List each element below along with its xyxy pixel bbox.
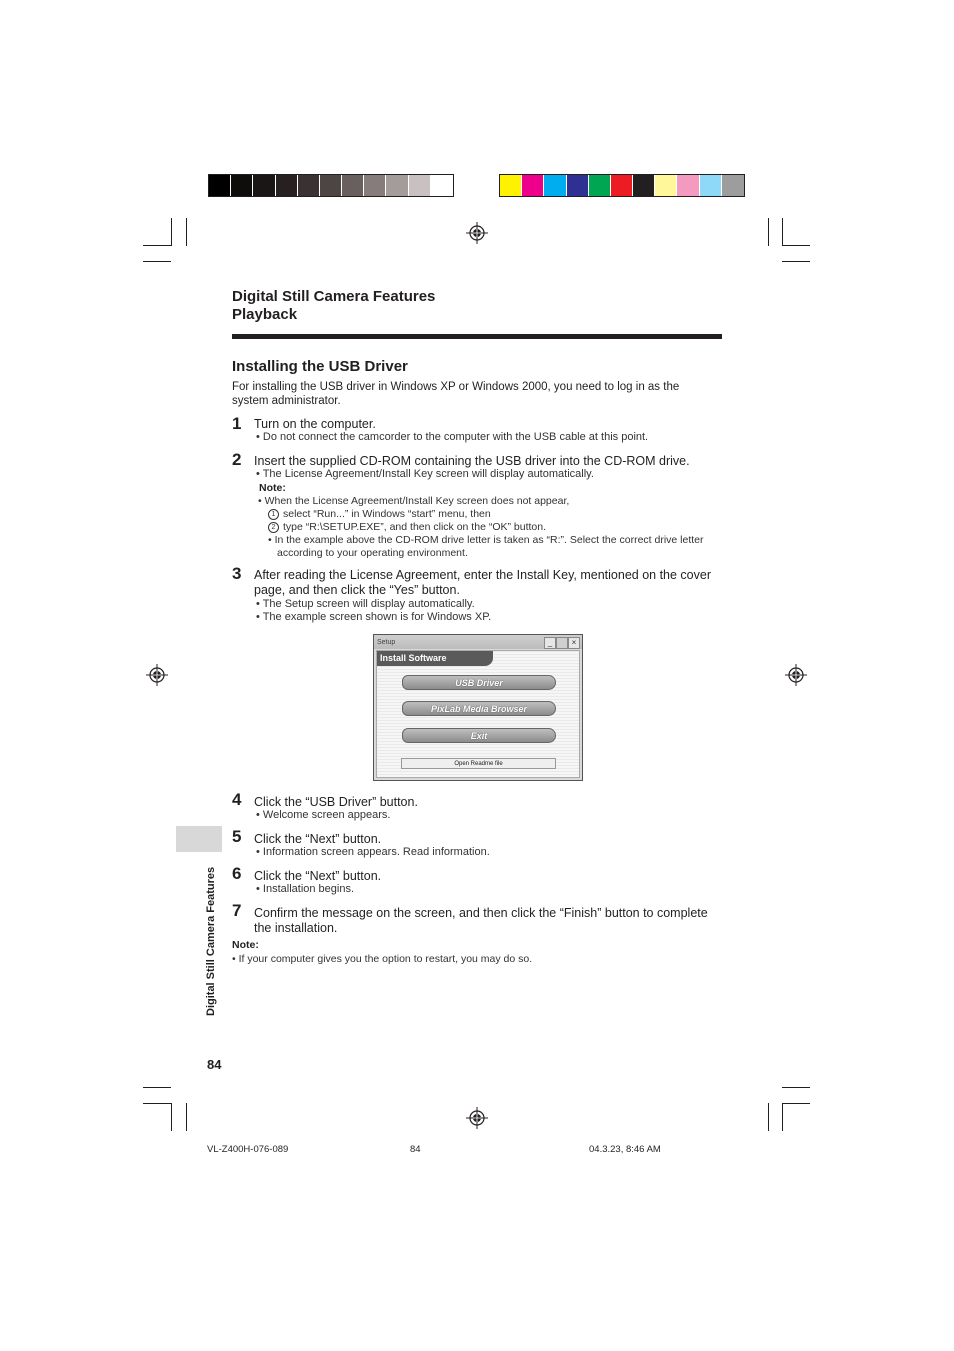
process-color-bar [499,174,745,197]
crop-mark [143,1103,171,1104]
footer-timestamp: 04.3.23, 8:46 AM [589,1144,661,1155]
color-swatch [500,175,522,196]
color-swatch [276,175,298,196]
color-swatch [677,175,699,196]
crop-mark [768,1103,769,1131]
crop-mark [143,245,171,246]
circled-number: 1 [268,509,279,520]
crop-mark [171,1103,172,1131]
crop-mark [143,261,171,262]
crop-mark [186,1103,187,1131]
crop-mark [143,1087,171,1088]
color-swatch [589,175,611,196]
step-text: Click the “Next” button. [254,832,382,846]
setup-title: Setup [377,638,396,646]
footer-doc-id: VL-Z400H-076-089 [207,1144,289,1155]
color-swatch [522,175,544,196]
step-bullet: • Do not connect the camcorder to the computer with the USB cable at this point. [256,431,649,443]
heading-rule [232,334,722,339]
note-label: Note: [259,482,286,494]
note-line [268,508,491,521]
color-swatch [633,175,655,196]
color-swatch [722,175,744,196]
color-swatch [209,175,231,196]
crop-mark [768,218,769,246]
step-bullet: • Information screen appears. Read information. [256,846,490,858]
step-text: Turn on the computer. [254,417,376,431]
registration-mark-icon [466,1107,488,1129]
exit-button[interactable]: Exit [402,728,556,743]
step-bullet: • The example screen shown is for Windows XP. [256,611,492,623]
note-line: • In the example above the CD-ROM drive letter is taken as “R:”. Select the correct drive letter according to your operating environment. [268,534,704,559]
note-line-text: type “R:\SETUP.EXE”, and then click on the “OK” button. [283,521,547,533]
page-number: 84 [207,1057,222,1072]
color-swatch [409,175,431,196]
gray-color-bar [208,174,454,197]
crop-mark [782,1087,810,1088]
step-text: Click the “USB Driver” button. [254,795,418,809]
step-text: Confirm the message on the screen, and then click the “Finish” button to complete the installation. [254,906,708,935]
color-swatch [655,175,677,196]
setup-window [373,634,583,781]
chapter-subtitle: Playback [232,306,298,323]
crop-mark [171,218,172,246]
step-number: 5 [232,827,242,846]
color-swatch [567,175,589,196]
color-swatch [231,175,253,196]
circled-number: 2 [268,522,279,533]
registration-mark-icon [466,222,488,244]
footer-page: 84 [410,1144,421,1155]
install-software-tab: Install Software [377,651,493,666]
color-swatch [544,175,566,196]
crop-mark [782,1103,810,1104]
maximize-button[interactable] [556,637,568,649]
step-text: Insert the supplied CD-ROM containing the USB driver into the CD-ROM drive. [254,454,690,468]
crop-mark [186,218,187,246]
step-bullet: • The License Agreement/Install Key screen will display automatically. [256,468,594,480]
color-swatch [342,175,364,196]
step-text: Click the “Next” button. [254,869,382,883]
registration-mark-icon [146,664,168,686]
color-swatch [700,175,722,196]
step-bullet: • Welcome screen appears. [256,809,391,821]
section-title: Installing the USB Driver [232,358,408,375]
usb-driver-button[interactable]: USB Driver [402,675,556,690]
step-bullet: • Installation begins. [256,883,355,895]
step-number: 2 [232,450,242,469]
step-number: 7 [232,901,242,920]
color-swatch [386,175,408,196]
chapter-heading [232,288,435,324]
color-swatch [320,175,342,196]
note-label: Note: [232,939,259,951]
chapter-title: Digital Still Camera Features [232,288,436,305]
crop-mark [782,261,810,262]
crop-mark [782,245,810,246]
note-line-text: select “Run...” in Windows “start” menu, then [283,508,491,520]
pixlab-media-browser-button[interactable]: PixLab Media Browser [402,701,556,716]
note-text: • If your computer gives you the option to restart, you may do so. [232,953,533,965]
crop-mark [782,218,783,246]
step-number: 6 [232,864,242,883]
close-button[interactable]: × [568,637,580,649]
color-swatch [431,175,453,196]
setup-body [376,650,580,778]
setup-title-bar [374,635,582,649]
section-intro: For installing the USB driver in Windows XP or Windows 2000, you need to log in as the system administrator. [232,381,680,407]
color-swatch [298,175,320,196]
color-swatch [253,175,275,196]
side-thumb-tab [176,826,222,852]
step-bullet: • The Setup screen will display automatically. [256,598,475,610]
note-line: • When the License Agreement/Install Key screen does not appear, [258,495,570,507]
step-number: 4 [232,790,242,809]
color-swatch [611,175,633,196]
registration-mark-icon [785,664,807,686]
minimize-button[interactable]: _ [544,637,556,649]
step-number: 3 [232,564,242,583]
crop-mark [782,1103,783,1131]
step-number: 1 [232,414,242,433]
open-readme-button[interactable]: Open Readme file [401,758,556,769]
color-swatch [364,175,386,196]
side-section-label: Digital Still Camera Features [205,866,217,1016]
note-line [268,521,546,534]
step-text: After reading the License Agreement, enter the Install Key, mentioned on the cover page, and then click the “Yes” button. [254,568,711,597]
